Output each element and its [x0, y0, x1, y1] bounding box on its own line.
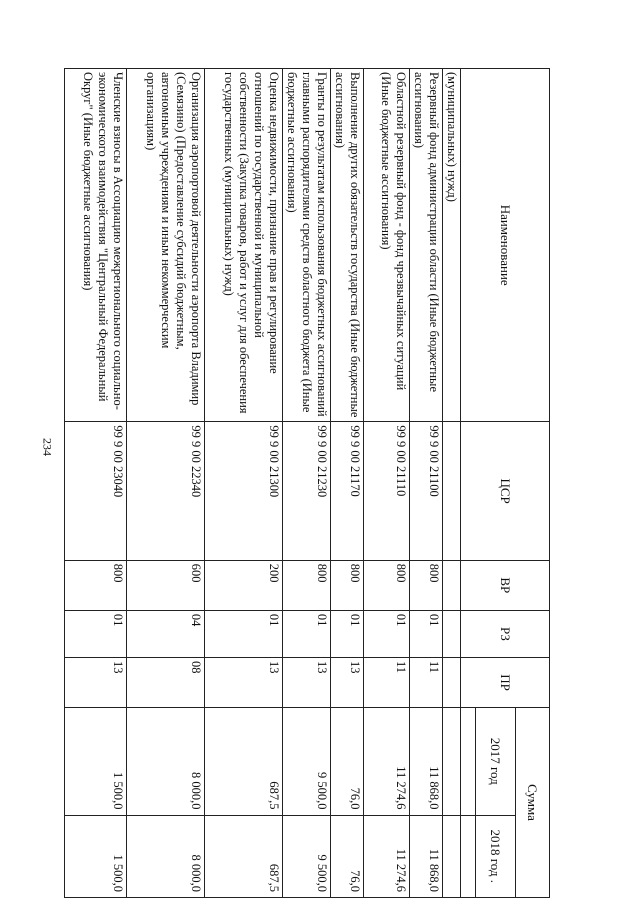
column-header-2017: 2017 год: [476, 708, 516, 815]
cell-2017: 11 274,6: [364, 708, 410, 815]
cell-name: Резервный фонд администрации области (Иные бюджетные ассигнования): [410, 69, 443, 422]
cell-2018: 8 000,0: [127, 815, 205, 897]
column-header-name: Наименование: [461, 69, 550, 422]
cell-2017: 687,5: [205, 708, 283, 815]
cell-2017: 1 500,0: [65, 708, 127, 815]
cell-2018: [443, 815, 461, 897]
column-header-2018: 2018 год .: [476, 815, 516, 897]
cell-vr: 600: [127, 560, 205, 610]
table-row: [331, 69, 364, 898]
cell-rz: 04: [127, 610, 205, 657]
cell-pr: 11: [364, 657, 410, 707]
cell-2017: 9 500,0: [283, 708, 331, 815]
header-row: [516, 69, 550, 898]
page-number: 234: [40, 438, 55, 456]
cell-vr: 200: [205, 560, 283, 610]
cell-name: (муниципальных) нужд): [443, 69, 461, 422]
cell-name: Организация аэропортовой деятельности аэропорта Владимир (Семязино) (Предоставление субсидий бюджетным, автономным учреждениям и иным некоммерческим организациям): [127, 69, 205, 422]
table-body: [65, 69, 461, 898]
table-row: [364, 69, 410, 898]
cell-name: Гранты по результатам использования бюджетных ассигнований главными распорядителями средств областного бюджета (Иные бюджетные ассигнования): [283, 69, 331, 422]
cell-vr: 800: [65, 560, 127, 610]
table-row: [410, 69, 443, 898]
cell-vr: 800: [410, 560, 443, 610]
cell-vr: 800: [331, 560, 364, 610]
table-row: [205, 69, 283, 898]
cell-2018: 9 500,0: [283, 815, 331, 897]
cell-pr: 11: [410, 657, 443, 707]
budget-table: [64, 68, 550, 898]
cell-pr: 13: [205, 657, 283, 707]
table-row: [443, 69, 461, 898]
cell-rz: [443, 610, 461, 657]
column-header-pr: ПР: [461, 657, 550, 707]
table-row: [65, 69, 127, 898]
cell-csr: 99 9 00 21110: [364, 422, 410, 560]
cell-pr: [443, 657, 461, 707]
cell-rz: 01: [283, 610, 331, 657]
cell-2018: 76,0: [331, 815, 364, 897]
cell-name: Областной резервный фонд - фонд чрезвычайных ситуаций (Иные бюджетные ассигнования): [364, 69, 410, 422]
cell-pr: 13: [65, 657, 127, 707]
cell-rz: 01: [65, 610, 127, 657]
cell-name: Членские взносы в Ассоциацию межрегионального социально-экономического взаимодействия "Центральный Федеральный Округ" (Иные бюджетные ассигнования): [65, 69, 127, 422]
table-row: [283, 69, 331, 898]
cell-rz: 01: [331, 610, 364, 657]
cell-csr: [443, 422, 461, 560]
cell-csr: 99 9 00 21100: [410, 422, 443, 560]
column-header-sum: Сумма: [516, 708, 550, 898]
cell-vr: 800: [283, 560, 331, 610]
cell-csr: 99 9 00 22340: [127, 422, 205, 560]
cell-rz: 01: [364, 610, 410, 657]
column-header-csr: ЦСР: [461, 422, 550, 560]
cell-2018: 687,5: [205, 815, 283, 897]
cell-2017: 8 000,0: [127, 708, 205, 815]
cell-csr: 99 9 00 23040: [65, 422, 127, 560]
cell-csr: 99 9 00 21230: [283, 422, 331, 560]
cell-2018: 11 868,0: [410, 815, 443, 897]
cell-2017: [443, 708, 461, 815]
cell-2017: 76,0: [331, 708, 364, 815]
cell-csr: 99 9 00 21170: [331, 422, 364, 560]
cell-vr: [443, 560, 461, 610]
cell-csr: 99 9 00 21300: [205, 422, 283, 560]
cell-2017: 11 868,0: [410, 708, 443, 815]
column-header-vr: ВР: [461, 560, 550, 610]
cell-rz: 01: [205, 610, 283, 657]
cell-2018: 1 500,0: [65, 815, 127, 897]
table-row: [127, 69, 205, 898]
cell-pr: 08: [127, 657, 205, 707]
column-header-rz: РЗ: [461, 610, 550, 657]
cell-name: Оценка недвижимости, признание прав и регулирование отношений по государственной и муниципальной собственности (Закупка товаров, работ и услуг для обеспечения государственных (муниципальных) нужд): [205, 69, 283, 422]
rotated-page-content: [72, 68, 550, 898]
header-spacer-cell: [461, 708, 476, 815]
cell-2018: 11 274,6: [364, 815, 410, 897]
cell-name: Выполнение других обязательств государства (Иные бюджетные ассигнования): [331, 69, 364, 422]
cell-vr: 800: [364, 560, 410, 610]
cell-pr: 13: [283, 657, 331, 707]
cell-rz: 01: [410, 610, 443, 657]
header-spacer-cell: [461, 815, 476, 897]
cell-pr: 13: [331, 657, 364, 707]
